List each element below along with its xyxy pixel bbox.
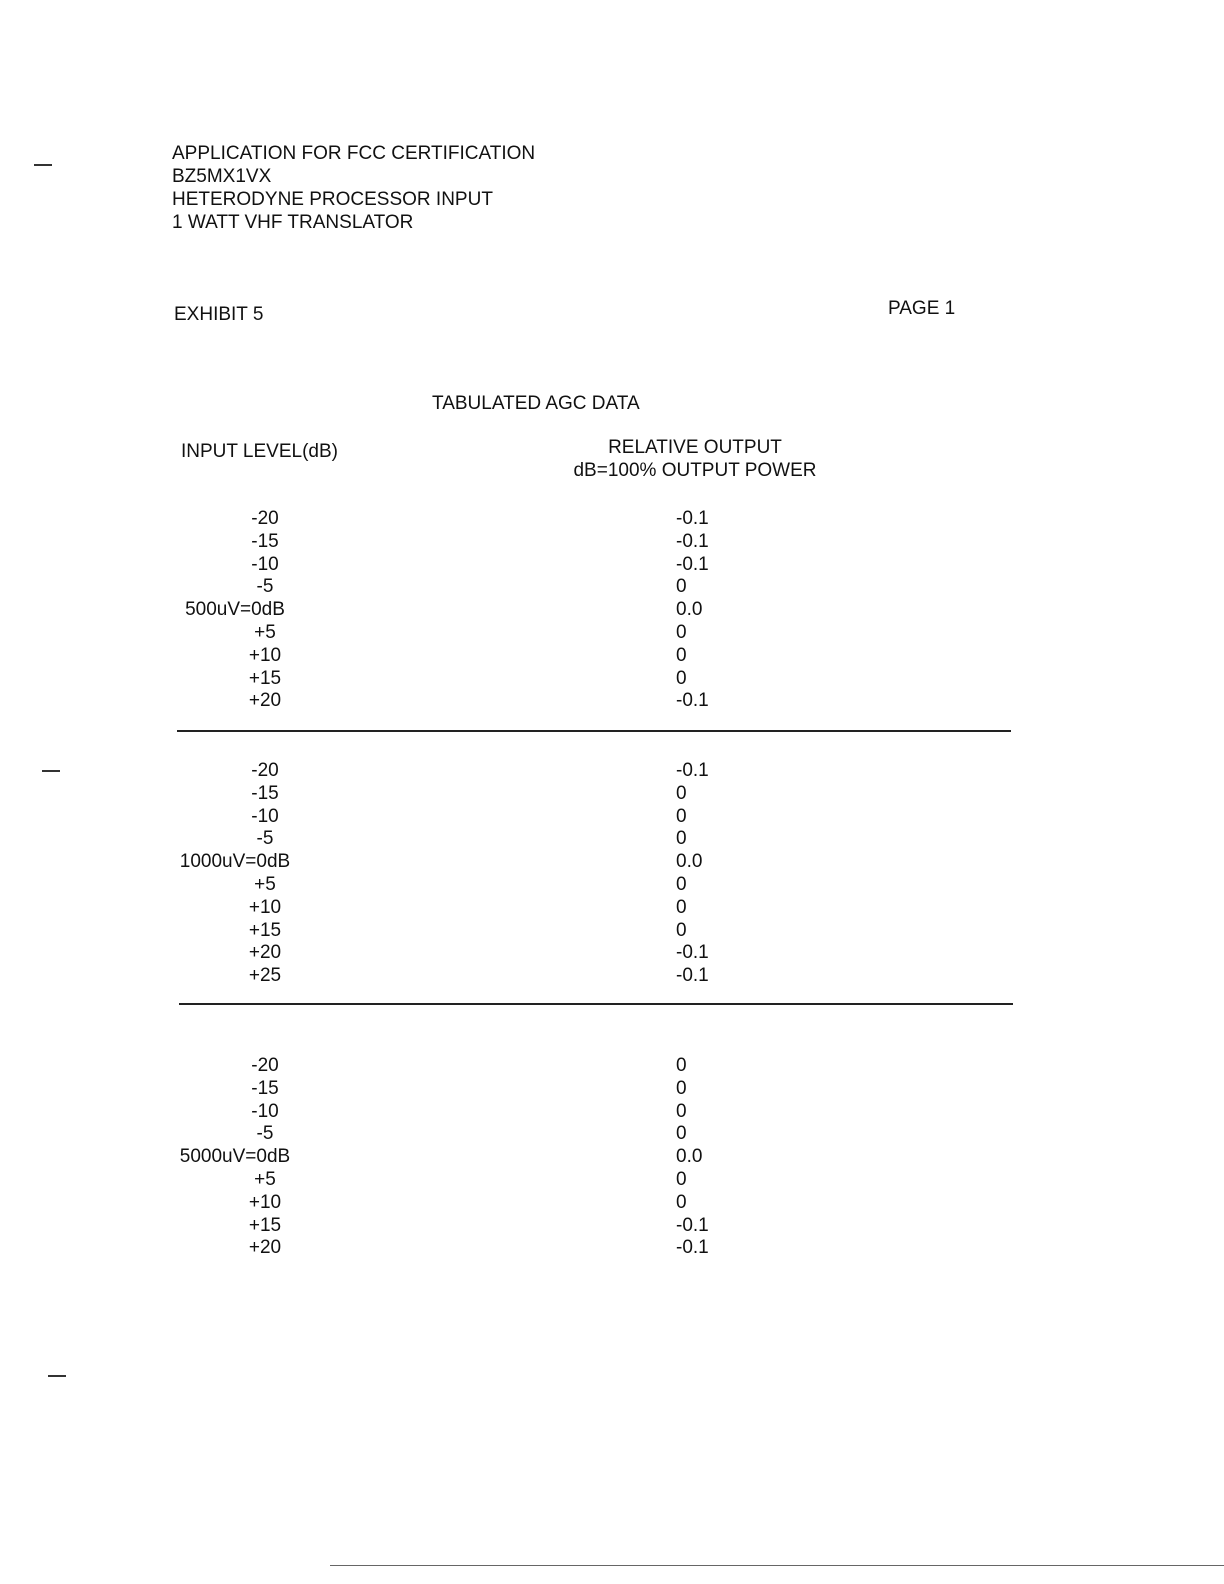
input-level-cell: -10 (251, 553, 279, 575)
agc-data-group-500uv (0, 508, 1224, 713)
table-title: TABULATED AGC DATA (432, 393, 640, 414)
input-level-cell: +20 (248, 1237, 282, 1259)
input-level-cell: -5 (256, 576, 274, 598)
input-level-cell: +25 (248, 965, 282, 987)
table-row (0, 897, 1224, 920)
agc-data-group-5000uv (0, 1055, 1224, 1260)
input-level-cell: 500uV=0dB (185, 599, 285, 621)
input-level-cell: -5 (256, 1123, 274, 1145)
margin-mark (34, 164, 52, 166)
table-row (0, 783, 1224, 806)
input-level-cell: 1000uV=0dB (179, 851, 291, 873)
relative-output-cell: 0 (676, 1077, 687, 1099)
relative-output-cell: 0 (676, 1055, 687, 1076)
relative-output-cell: 0.0 (676, 1146, 703, 1168)
input-level-cell: +15 (248, 667, 282, 689)
relative-output-cell: 0 (676, 782, 687, 804)
relative-output-cell: 0 (676, 1123, 687, 1145)
input-level-cell: +10 (248, 896, 282, 918)
page-number: PAGE 1 (888, 298, 956, 319)
relative-output-cell: 0 (676, 805, 687, 827)
input-level-cell: +20 (248, 942, 282, 964)
table-row (0, 874, 1224, 897)
relative-output-cell: 0 (676, 576, 687, 598)
table-row (0, 554, 1224, 577)
input-level-cell: +5 (254, 1168, 276, 1190)
input-level-cell: +15 (248, 919, 282, 941)
table-row (0, 531, 1224, 554)
margin-mark (48, 1375, 66, 1377)
table-row (0, 599, 1224, 622)
table-row (0, 920, 1224, 943)
table-row (0, 576, 1224, 599)
relative-output-cell: -0.1 (676, 1237, 709, 1259)
table-row (0, 851, 1224, 874)
table-row (0, 1078, 1224, 1101)
document-header (172, 142, 535, 234)
relative-output-cell: -0.1 (676, 760, 709, 781)
relative-output-cell: 0 (676, 644, 687, 666)
relative-output-cell: 0 (676, 667, 687, 689)
input-level-cell: +10 (248, 644, 282, 666)
table-row (0, 622, 1224, 645)
table-row (0, 965, 1224, 988)
group-divider-line (179, 1003, 1013, 1005)
header-line: HETERODYNE PROCESSOR INPUT (172, 189, 493, 210)
input-level-column-header: INPUT LEVEL(dB) (181, 441, 338, 462)
input-level-cell: -5 (256, 828, 274, 850)
relative-output-cell: 0 (676, 873, 687, 895)
table-row (0, 760, 1224, 783)
table-row (0, 1237, 1224, 1260)
input-level-cell: -20 (251, 1055, 279, 1076)
table-row (0, 806, 1224, 829)
relative-output-cell: -0.1 (676, 965, 709, 987)
table-row (0, 1192, 1224, 1215)
input-level-cell: -20 (251, 760, 279, 781)
input-level-cell: -20 (251, 508, 279, 529)
table-row (0, 1169, 1224, 1192)
table-row (0, 508, 1224, 531)
input-level-cell: -10 (251, 1100, 279, 1122)
table-row (0, 1123, 1224, 1146)
header-line: BZ5MX1VX (172, 166, 272, 187)
table-row (0, 828, 1224, 851)
relative-output-cell: -0.1 (676, 942, 709, 964)
relative-output-cell: 0 (676, 1191, 687, 1213)
input-level-cell: -15 (251, 1077, 279, 1099)
relative-output-cell: 0 (676, 896, 687, 918)
input-level-cell: +20 (248, 690, 282, 712)
scan-edge-line (330, 1565, 1224, 1566)
relative-output-cell: -0.1 (676, 508, 709, 529)
relative-output-cell: -0.1 (676, 553, 709, 575)
relative-output-cell: 0.0 (676, 599, 703, 621)
table-row (0, 645, 1224, 668)
relative-output-cell: 0 (676, 919, 687, 941)
group-divider-line (177, 730, 1011, 732)
table-row (0, 1101, 1224, 1124)
input-level-cell: -10 (251, 805, 279, 827)
input-level-cell: +5 (254, 621, 276, 643)
relative-output-cell: 0 (676, 1168, 687, 1190)
relative-output-column-header (540, 436, 850, 482)
relative-output-cell: -0.1 (676, 690, 709, 712)
input-level-cell: +10 (248, 1191, 282, 1213)
table-row (0, 942, 1224, 965)
relative-output-cell: 0 (676, 1100, 687, 1122)
relative-output-cell: 0 (676, 621, 687, 643)
relative-output-header-line-1: RELATIVE OUTPUT (608, 437, 782, 458)
table-row (0, 668, 1224, 691)
relative-output-cell: 0 (676, 828, 687, 850)
input-level-cell: -15 (251, 530, 279, 552)
agc-data-group-1000uv (0, 760, 1224, 988)
relative-output-cell: -0.1 (676, 530, 709, 552)
input-level-cell: +5 (254, 873, 276, 895)
table-row (0, 1215, 1224, 1238)
table-row (0, 1055, 1224, 1078)
table-row (0, 1146, 1224, 1169)
table-row (0, 690, 1224, 713)
input-level-cell: 5000uV=0dB (179, 1146, 291, 1168)
input-level-cell: -15 (251, 782, 279, 804)
relative-output-header-line-2: dB=100% OUTPUT POWER (573, 460, 817, 481)
header-line: APPLICATION FOR FCC CERTIFICATION (172, 143, 536, 164)
exhibit-label: EXHIBIT 5 (174, 304, 264, 325)
relative-output-cell: 0.0 (676, 851, 703, 873)
relative-output-cell: -0.1 (676, 1214, 709, 1236)
input-level-cell: +15 (248, 1214, 282, 1236)
header-line: 1 WATT VHF TRANSLATOR (172, 212, 414, 233)
